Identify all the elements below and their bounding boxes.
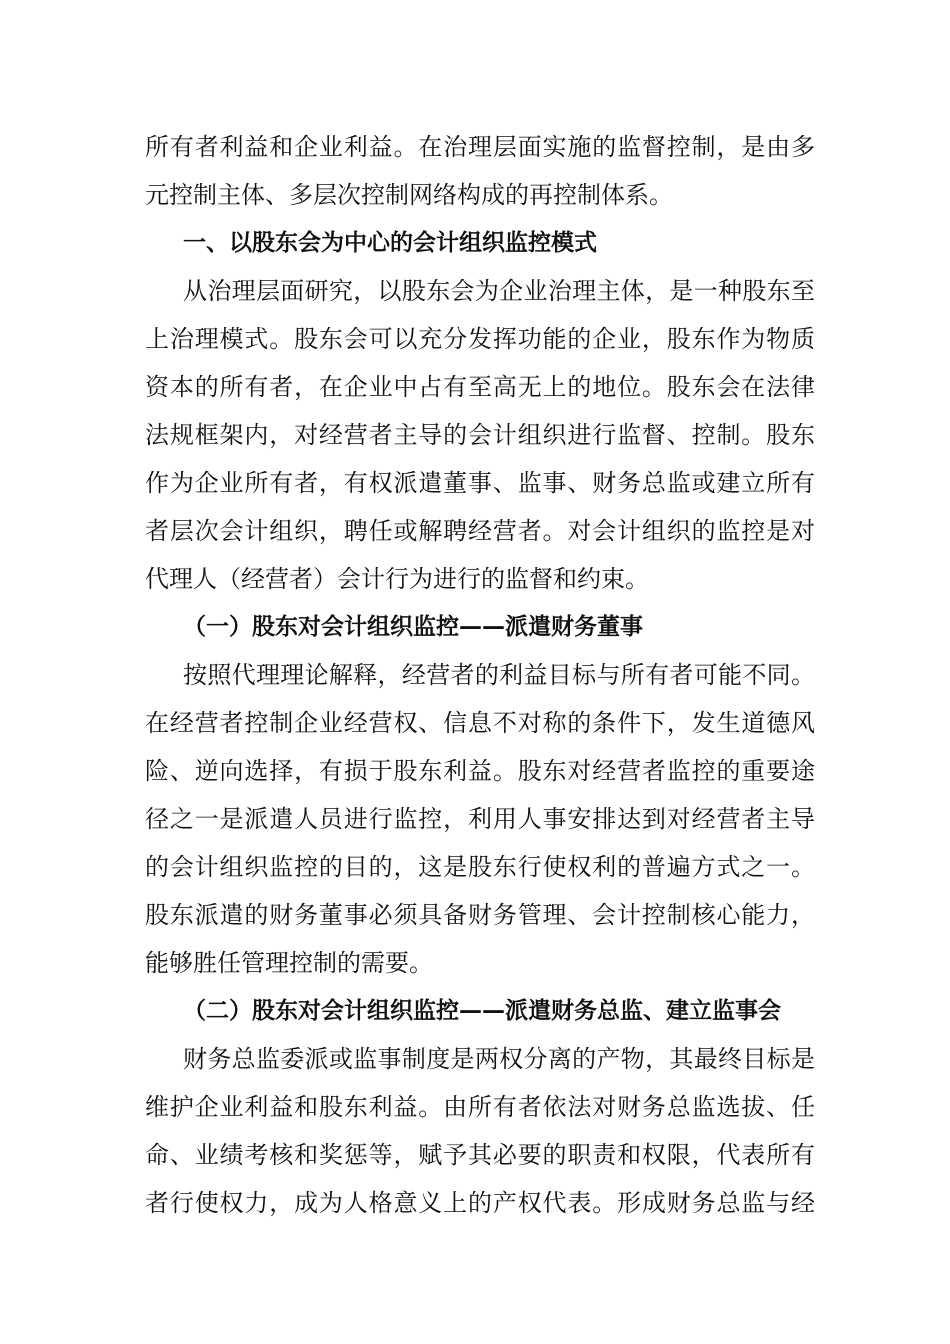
body-text-line: 命、业绩考核和奖惩等，赋予其必要的职责和权限，代表所有 bbox=[145, 1141, 815, 1169]
body-text-line: 股东派遣的财务董事必须具备财务管理、会计控制核心能力， bbox=[145, 901, 815, 929]
body-text-line: 元控制主体、多层次控制网络构成的再控制体系。 bbox=[145, 181, 673, 209]
body-text-line: 维护企业利益和股东利益。由所有者依法对财务总监选拔、任 bbox=[145, 1093, 815, 1121]
body-text-line: 者层次会计组织，聘任或解聘经营者。对会计组织的监控是对 bbox=[145, 517, 815, 545]
body-text-line: 险、逆向选择，有损于股东利益。股东对经营者监控的重要途 bbox=[145, 757, 815, 785]
body-text-line: 代理人（经营者）会计行为进行的监督和约束。 bbox=[145, 565, 649, 593]
subsection-heading: （一）股东对会计组织监控——派遣财务董事 bbox=[183, 614, 643, 640]
subsection-heading: （二）股东对会计组织监控——派遣财务总监、建立监事会 bbox=[183, 998, 781, 1024]
section-heading: 一、以股东会为中心的会计组织监控模式 bbox=[183, 230, 597, 256]
body-text-line: 径之一是派遣人员进行监控，利用人事安排达到对经营者主导 bbox=[145, 805, 815, 833]
body-text-line: 者行使权力，成为人格意义上的产权代表。形成财务总监与经 bbox=[145, 1189, 815, 1217]
body-text-line: 资本的所有者，在企业中占有至高无上的地位。股东会在法律 bbox=[145, 373, 815, 401]
body-text-line: 法规框架内，对经营者主导的会计组织进行监督、控制。股东 bbox=[145, 421, 815, 449]
body-text-line: 所有者利益和企业利益。在治理层面实施的监督控制，是由多 bbox=[145, 133, 815, 161]
body-text-line: 的会计组织监控的目的，这是股东行使权利的普遍方式之一。 bbox=[145, 853, 815, 881]
body-text-line: 作为企业所有者，有权派遣董事、监事、财务总监或建立所有 bbox=[145, 469, 815, 497]
body-text-line: 在经营者控制企业经营权、信息不对称的条件下，发生道德风 bbox=[145, 709, 815, 737]
body-text-line: 能够胜任管理控制的需要。 bbox=[145, 949, 433, 977]
paragraph-first-line: 按照代理理论解释，经营者的利益目标与所有者可能不同。 bbox=[183, 661, 815, 689]
body-text-line: 上治理模式。股东会可以充分发挥功能的企业，股东作为物质 bbox=[145, 325, 815, 353]
paragraph-first-line: 财务总监委派或监事制度是两权分离的产物，其最终目标是 bbox=[183, 1045, 815, 1073]
paragraph-first-line: 从治理层面研究，以股东会为企业治理主体，是一种股东至 bbox=[183, 277, 815, 305]
